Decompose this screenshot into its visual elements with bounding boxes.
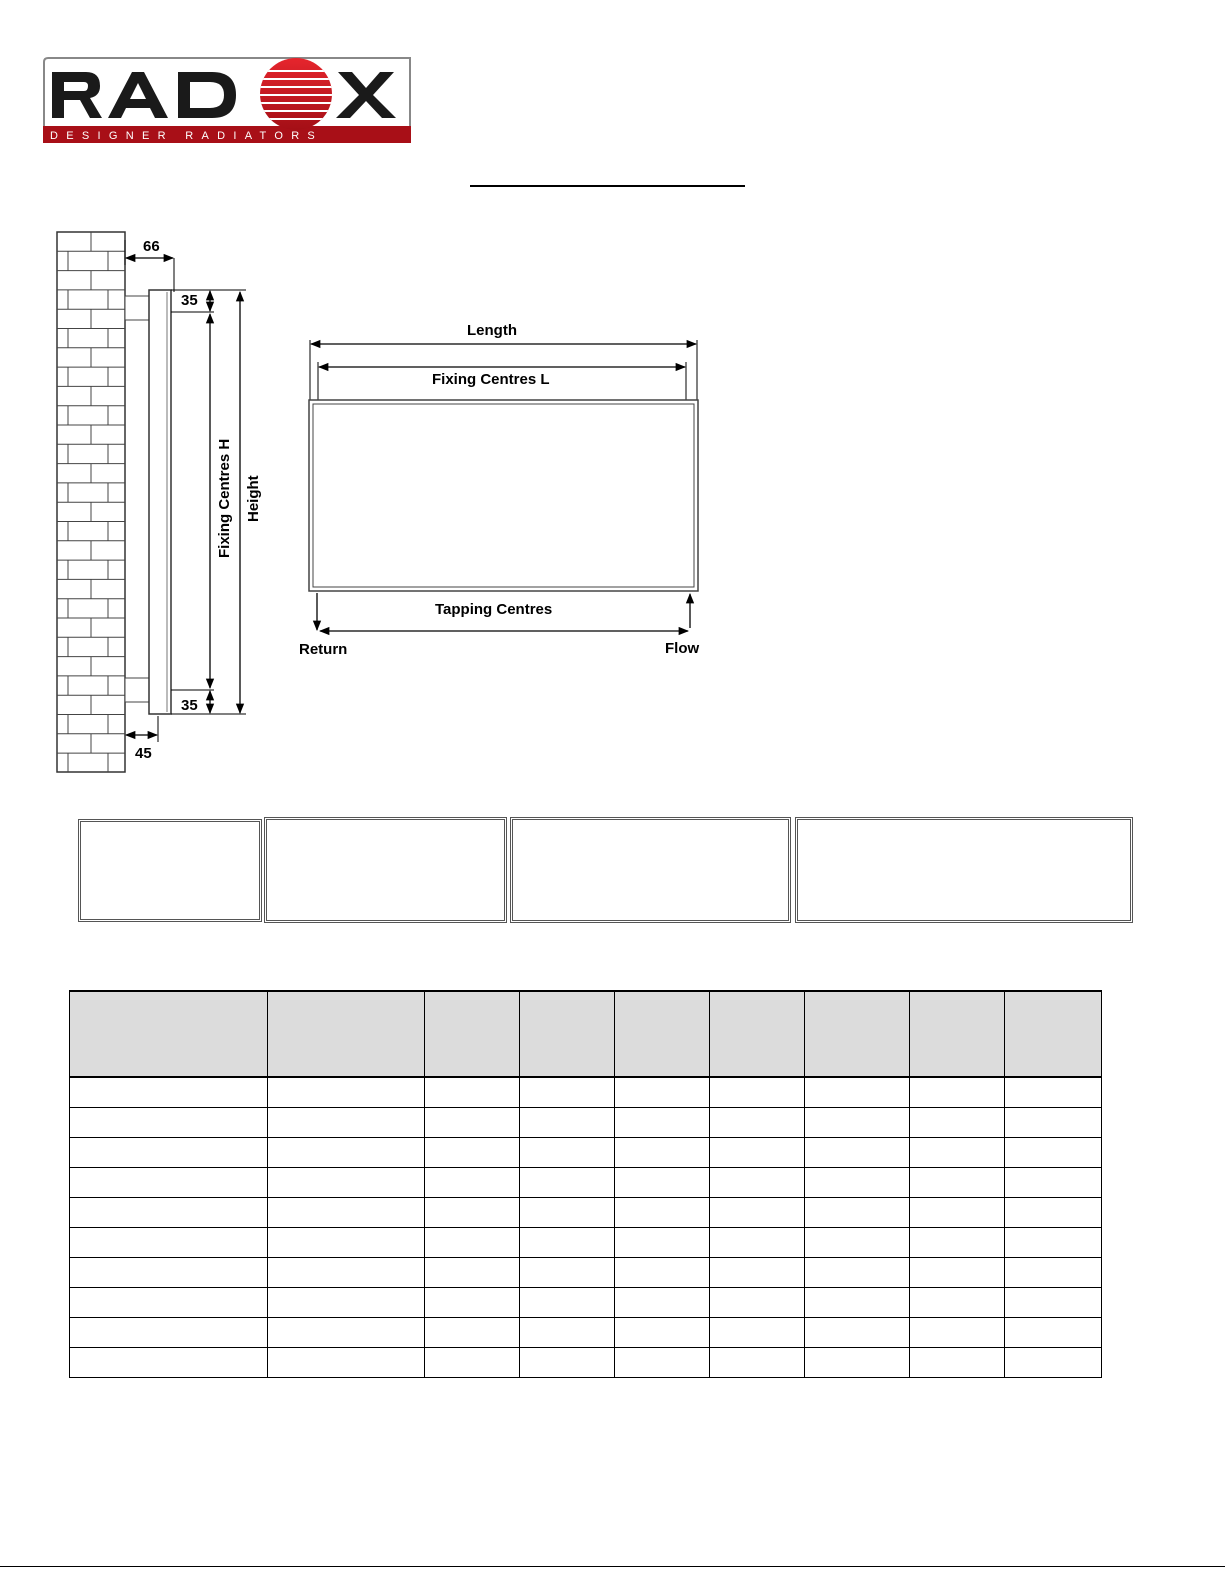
table-cell — [1005, 1228, 1102, 1258]
fixing-centres-h-label: Fixing Centres H — [216, 438, 233, 558]
wall-bracket-top — [125, 296, 149, 320]
table-cell — [710, 1318, 805, 1348]
depth-label: 66 — [143, 238, 160, 255]
table-cell — [910, 1258, 1005, 1288]
height-label: Height — [245, 475, 262, 522]
fixing-centres-l-label: Fixing Centres L — [432, 371, 550, 388]
table-cell — [425, 1077, 520, 1108]
table-row — [70, 1348, 1102, 1378]
radiator-front-panel — [309, 400, 698, 591]
table-cell — [70, 1348, 268, 1378]
table-row — [70, 1288, 1102, 1318]
table-cell — [268, 1258, 425, 1288]
spec-table-body — [70, 1077, 1102, 1378]
table-header-cell — [520, 991, 615, 1077]
table-cell — [70, 1138, 268, 1168]
table-cell — [805, 1077, 910, 1108]
table-cell — [268, 1138, 425, 1168]
table-cell — [1005, 1348, 1102, 1378]
table-cell — [1005, 1258, 1102, 1288]
table-cell — [425, 1228, 520, 1258]
return-label: Return — [299, 641, 348, 658]
table-cell — [910, 1198, 1005, 1228]
table-cell — [710, 1108, 805, 1138]
info-box — [510, 817, 791, 923]
table-cell — [520, 1348, 615, 1378]
table-cell — [520, 1168, 615, 1198]
table-cell — [1005, 1288, 1102, 1318]
table-cell — [805, 1228, 910, 1258]
table-cell — [520, 1318, 615, 1348]
table-cell — [268, 1348, 425, 1378]
table-cell — [615, 1108, 710, 1138]
table-cell — [70, 1108, 268, 1138]
table-header-cell — [70, 991, 268, 1077]
brick-wall — [57, 232, 125, 772]
table-cell — [268, 1228, 425, 1258]
table-cell — [70, 1228, 268, 1258]
table-cell — [805, 1318, 910, 1348]
table-cell — [268, 1077, 425, 1108]
table-cell — [710, 1138, 805, 1168]
table-cell — [70, 1198, 268, 1228]
table-cell — [70, 1258, 268, 1288]
table-cell — [520, 1258, 615, 1288]
wall-bracket-bottom — [125, 678, 149, 702]
table-cell — [425, 1348, 520, 1378]
table-cell — [1005, 1198, 1102, 1228]
svg-text:DESIGNER RADIATORS: DESIGNER RADIATORS — [50, 130, 324, 142]
table-cell — [70, 1168, 268, 1198]
info-box — [264, 817, 507, 923]
table-cell — [910, 1318, 1005, 1348]
table-cell — [710, 1198, 805, 1228]
table-cell — [910, 1228, 1005, 1258]
table-cell — [70, 1288, 268, 1318]
table-cell — [710, 1348, 805, 1378]
table-cell — [425, 1108, 520, 1138]
table-cell — [710, 1288, 805, 1318]
table-cell — [268, 1288, 425, 1318]
table-row — [70, 1258, 1102, 1288]
table-row — [70, 1108, 1102, 1138]
table-row — [70, 1168, 1102, 1198]
table-cell — [910, 1288, 1005, 1318]
table-cell — [615, 1318, 710, 1348]
table-cell — [1005, 1138, 1102, 1168]
table-cell — [520, 1228, 615, 1258]
table-cell — [70, 1318, 268, 1348]
spec-table-header — [70, 991, 1102, 1077]
flow-label: Flow — [665, 640, 700, 657]
table-cell — [710, 1168, 805, 1198]
table-header-row — [70, 991, 1102, 1077]
table-cell — [425, 1318, 520, 1348]
spec-table — [69, 990, 1102, 1378]
table-header-cell — [1005, 991, 1102, 1077]
table-row — [70, 1138, 1102, 1168]
table-cell — [805, 1168, 910, 1198]
table-row — [70, 1198, 1102, 1228]
wall-gap-label: 45 — [135, 745, 152, 762]
info-box — [795, 817, 1133, 923]
length-label: Length — [467, 322, 517, 339]
table-cell — [710, 1228, 805, 1258]
table-cell — [910, 1138, 1005, 1168]
footer-rule — [0, 1566, 1225, 1567]
table-header-cell — [805, 991, 910, 1077]
table-cell — [615, 1168, 710, 1198]
table-cell — [520, 1108, 615, 1138]
table-cell — [1005, 1077, 1102, 1108]
table-cell — [805, 1108, 910, 1138]
table-cell — [1005, 1168, 1102, 1198]
table-cell — [805, 1348, 910, 1378]
info-box — [78, 819, 262, 922]
table-cell — [520, 1198, 615, 1228]
table-header-cell — [425, 991, 520, 1077]
table-cell — [520, 1138, 615, 1168]
table-cell — [910, 1108, 1005, 1138]
radiator-side-panel — [149, 290, 171, 714]
table-cell — [805, 1138, 910, 1168]
table-cell — [425, 1138, 520, 1168]
tapping-centres-label: Tapping Centres — [435, 601, 553, 618]
table-cell — [615, 1138, 710, 1168]
table-cell — [805, 1258, 910, 1288]
table-cell — [710, 1077, 805, 1108]
table-row — [70, 1228, 1102, 1258]
table-cell — [520, 1288, 615, 1318]
table-cell — [805, 1288, 910, 1318]
table-cell — [1005, 1318, 1102, 1348]
table-cell — [615, 1198, 710, 1228]
table-header-cell — [710, 991, 805, 1077]
table-cell — [1005, 1108, 1102, 1138]
table-cell — [520, 1077, 615, 1108]
table-cell — [615, 1288, 710, 1318]
table-cell — [268, 1108, 425, 1138]
table-cell — [425, 1258, 520, 1288]
table-cell — [910, 1077, 1005, 1108]
table-cell — [268, 1168, 425, 1198]
table-cell — [710, 1258, 805, 1288]
table-cell — [268, 1318, 425, 1348]
table-row — [70, 1077, 1102, 1108]
bottom-offset-label: 35 — [181, 697, 198, 714]
table-cell — [910, 1348, 1005, 1378]
table-cell — [425, 1168, 520, 1198]
table-header-cell — [268, 991, 425, 1077]
table-cell — [615, 1258, 710, 1288]
table-header-cell — [910, 991, 1005, 1077]
table-header-cell — [615, 991, 710, 1077]
table-cell — [805, 1198, 910, 1228]
table-cell — [615, 1077, 710, 1108]
table-cell — [910, 1168, 1005, 1198]
table-cell — [70, 1077, 268, 1108]
table-cell — [268, 1198, 425, 1228]
table-row — [70, 1318, 1102, 1348]
table-cell — [615, 1228, 710, 1258]
top-offset-label: 35 — [181, 292, 198, 309]
table-cell — [425, 1288, 520, 1318]
table-cell — [425, 1198, 520, 1228]
table-cell — [615, 1348, 710, 1378]
